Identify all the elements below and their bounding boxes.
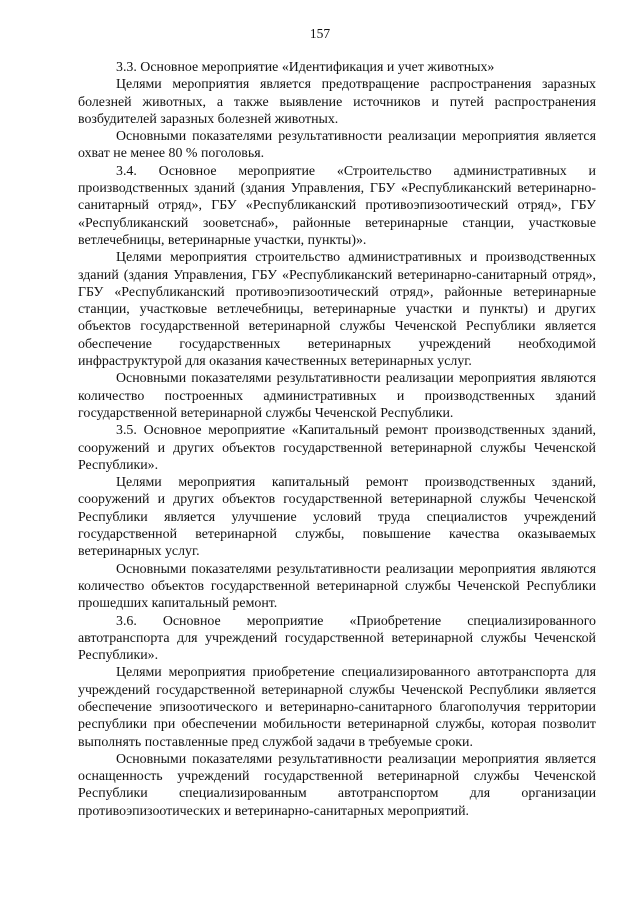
paragraph-3-3-indicators: Основными показателями результативности реализации мероприятия является охват не менее 80 % поголовья. — [78, 129, 596, 162]
paragraph-3-6-indicators: Основными показателями результативности реализации мероприятия является оснащенность учреждений государственной ветеринарной службы Чеченской Республики специализированным автотранспортом для организации противоэпизоотических и ветеринарно-санитарных мероприятий. — [78, 751, 596, 819]
paragraph-3-5-indicators: Основными показателями результативности реализации мероприятия являются количество объектов государственной ветеринарной службы Чеченской Республики прошедших капитальный ремонт. — [78, 561, 596, 612]
paragraph-3-6-goal: Целями мероприятия приобретение специализированного автотранспорта для учреждений государственной ветеринарной службы Чеченской Республики является обеспечение эпизоотического и ветеринарно-санитарного благополучия территории республики при обеспечении мобильности ветеринарной службы, которая позволит выполнять поставленные пред службой задачи в требуемые сроки. — [78, 665, 596, 750]
section-heading-3-6: 3.6. Основное мероприятие «Приобретение специализированного автотранспорта для учреждений государственной ветеринарной службы Чеченской Республики». — [78, 613, 596, 664]
section-heading-3-5: 3.5. Основное мероприятие «Капитальный ремонт производственных зданий, сооружений и других объектов государственной ветеринарной службы Чеченской Республики». — [78, 423, 596, 473]
paragraph-3-4-goal: Целями мероприятия строительство административных и производственных зданий (здания Управления, ГБУ «Республиканский ветеринарно-санитарный отряд», ГБУ «Республиканский противоэпизоотический отряд», районные ветеринарные станции, участковые ветлечебницы, ветеринарные участки и пункты) и других объектов государственной ветеринарной службы Чеченской Республики является обеспечение государственных ветеринарных учреждений необходимой инфраструктурой для оказания качественных ветеринарных услуг. — [78, 250, 596, 370]
paragraph-3-5-goal: Целями мероприятия капитальный ремонт производственных зданий, сооружений и других объектов государственной ветеринарной службы Чеченской Республики является улучшение условий труда специалистов учреждений государственной ветеринарной службы, повышение качества оказываемых ветеринарных услуг. — [78, 475, 596, 560]
paragraph-3-3-goal: Целями мероприятия является предотвращение распространения заразных болезней животных, а также выявление источников и путей распространения возбудителей заразных болезней животных. — [78, 77, 596, 127]
section-heading-3-4: 3.4. Основное мероприятие «Строительство административных и производственных зданий (здания Управления, ГБУ «Республиканский ветеринарно-санитарный отряд», ГБУ «Республиканский противоэпизоотический отряд», ГБУ «Республиканский зооветснаб», районные ветеринарные станции, участковые ветлечебницы, ветеринарные участки, пункты)». — [78, 163, 596, 248]
page-number: 157 — [309, 26, 331, 41]
document-body — [78, 59, 596, 820]
paragraph-3-4-indicators: Основными показателями результативности реализации мероприятия являются количество построенных административных и производственных зданий государственной ветеринарной службы Чеченской Республики. — [78, 371, 596, 421]
section-heading-3-3: 3.3. Основное мероприятие «Идентификация и учет животных» — [116, 60, 495, 75]
